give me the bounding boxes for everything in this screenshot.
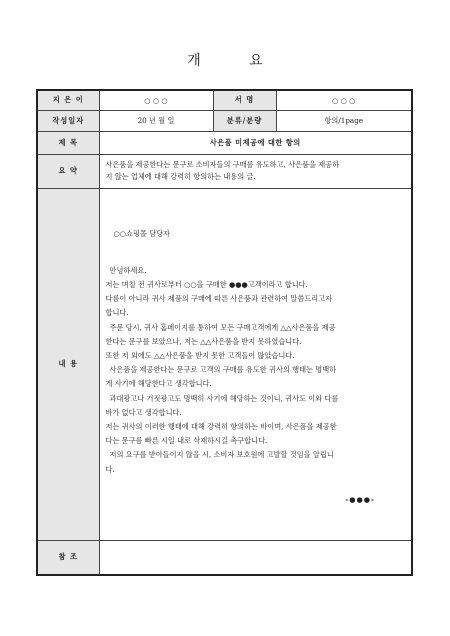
content-body: [99, 188, 412, 540]
content-line: 다름이 아니라 귀사 제품의 구매에 따른 사은품과 관련하여 말씀드리고자: [105, 294, 333, 304]
author-label: 지 은 이: [37, 90, 99, 110]
content-line: 안녕하세요.: [109, 265, 147, 275]
content-line: 사은품을 제공한다는 문구로 고객의 구매를 유도한 귀사의 행태는 명백하: [109, 365, 337, 375]
document-title: 개 요: [187, 53, 285, 69]
summary-line: 사은품을 제공한다는 문구로 소비자들의 구매를 유도하고, 사은품을 제공하: [105, 160, 340, 169]
signature-label: 서 명: [213, 90, 276, 110]
summary-label: 요 약: [37, 154, 99, 188]
subject-label: 제 목: [37, 131, 99, 154]
subject-value: 사은품 미제공에 대한 항의: [99, 131, 412, 154]
date-value: 20 년 월 일: [99, 110, 213, 131]
category-value: 항의/1page: [276, 110, 412, 131]
content-line: 다는 문구를 빠른 시일 내로 삭제하시길 촉구합니다.: [105, 436, 268, 446]
summary-text: [99, 154, 412, 188]
content-label: 내 용: [37, 188, 99, 540]
content-line: 저는 귀사의 이러한 행태에 대해 강력히 항의하는 바이며, 사은품을 제공한: [105, 421, 337, 431]
summary-line: 지 않는 업체에 대해 강력히 항의하는 내용의 글.: [105, 172, 256, 181]
reference-value: [99, 540, 412, 575]
content-line: 저는 며칠 전 귀사로부터 ○○을 구매한 ●●●고객이라고 합니다.: [105, 279, 308, 289]
content-line: 한다는 문구를 보았으나, 저는 △△사은품을 받지 못하였습니다.: [105, 336, 302, 346]
content-line: 저의 요구를 받아들이지 않을 시, 소비자 보호원에 고발할 것임을 알립니: [109, 450, 334, 460]
reference-label: 참 조: [37, 540, 99, 575]
author-value: ○ ○ ○: [99, 90, 213, 110]
content-line: 게 사기에 해당한다고 생각합니다.: [105, 379, 212, 389]
category-label: 분류/분량: [213, 110, 276, 131]
content-signature: -●●●-: [345, 494, 375, 504]
content-line: 다.: [105, 464, 115, 474]
summary-form: [36, 89, 413, 576]
signature-value: ○ ○ ○: [276, 90, 412, 110]
content-line: 합니다.: [105, 308, 129, 318]
date-label: 작성일자: [37, 110, 99, 131]
content-line: 바가 없다고 생각합니다.: [105, 407, 182, 417]
content-line: 과대광고나 거짓광고도 명백히 사기에 해당하는 것이니, 귀사도 이와 다를: [109, 393, 339, 403]
content-line: 주문 당시, 귀사 홈페이지를 통하여 모든 구매고객에게 △△사은품을 제공: [109, 322, 336, 332]
content-line: 또한 저 외에도 △△사은품을 받지 못한 고객들이 많았습니다.: [105, 350, 295, 360]
content-recipient: ○○쇼핑몰 담당자: [113, 228, 170, 238]
